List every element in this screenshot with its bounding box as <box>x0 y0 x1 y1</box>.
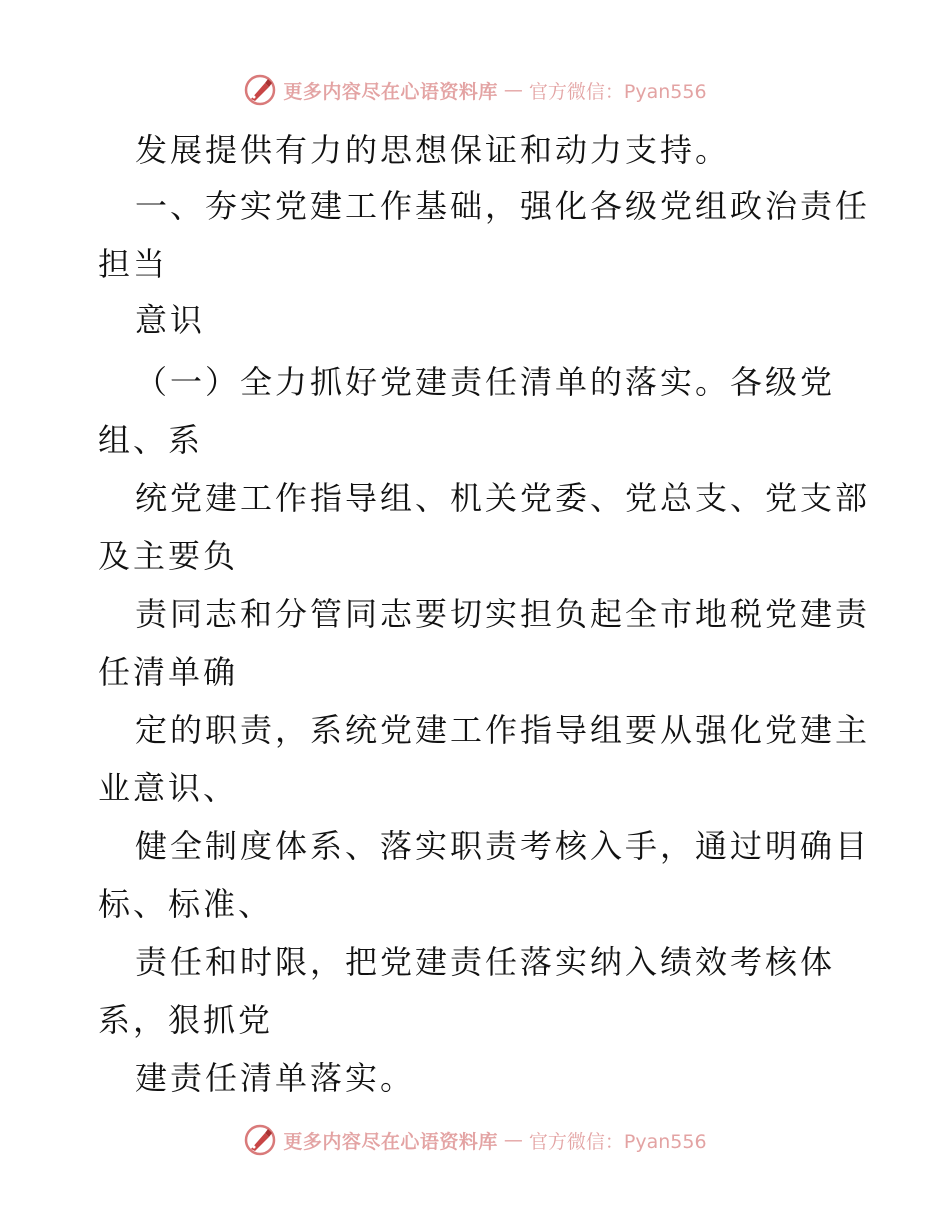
text-line: 统党建工作指导组、机关党委、党总支、党支部 <box>135 479 871 517</box>
footer-watermark <box>0 1120 950 1160</box>
text-line: 意识 <box>135 301 206 339</box>
watermark-text: 更多内容尽在心语资料库 <box>283 80 498 103</box>
text-line: 责任和时限，把党建责任落实纳入绩效考核体 <box>135 943 836 981</box>
watermark-separator: — <box>503 1129 523 1151</box>
text-line: 及主要负 <box>98 537 239 575</box>
pen-logo-icon <box>243 73 277 107</box>
text-line: 担当 <box>98 245 169 283</box>
text-line: 业意识、 <box>98 769 239 807</box>
header-watermark <box>0 70 950 110</box>
text-line: 标、标准、 <box>98 885 274 923</box>
text-line: 健全制度体系、落实职责考核入手，通过明确目 <box>135 827 871 865</box>
text-line: 组、系 <box>98 421 204 459</box>
text-line: 定的职责，系统党建工作指导组要从强化党建主 <box>135 711 871 749</box>
text-line: 系，狠抓党 <box>98 1001 274 1039</box>
text-line: 责同志和分管同志要切实担负起全市地税党建责 <box>135 595 871 633</box>
text-line: 建责任清单落实。 <box>135 1059 416 1097</box>
watermark-text: 更多内容尽在心语资料库 <box>283 1130 498 1153</box>
pen-logo-icon <box>243 1123 277 1157</box>
subsection-heading-line: （一）全力抓好党建责任清单的落实。各级党 <box>135 363 836 401</box>
text-line: 任清单确 <box>98 653 239 691</box>
watermark-contact: 官方微信：Pyan556 <box>528 80 707 103</box>
section-heading-line: 一、夯实党建工作基础，强化各级党组政治责任 <box>135 187 871 225</box>
watermark-separator: — <box>503 79 523 101</box>
watermark-contact: 官方微信：Pyan556 <box>528 1130 707 1153</box>
text-line: 发展提供有力的思想保证和动力支持。 <box>135 131 731 169</box>
